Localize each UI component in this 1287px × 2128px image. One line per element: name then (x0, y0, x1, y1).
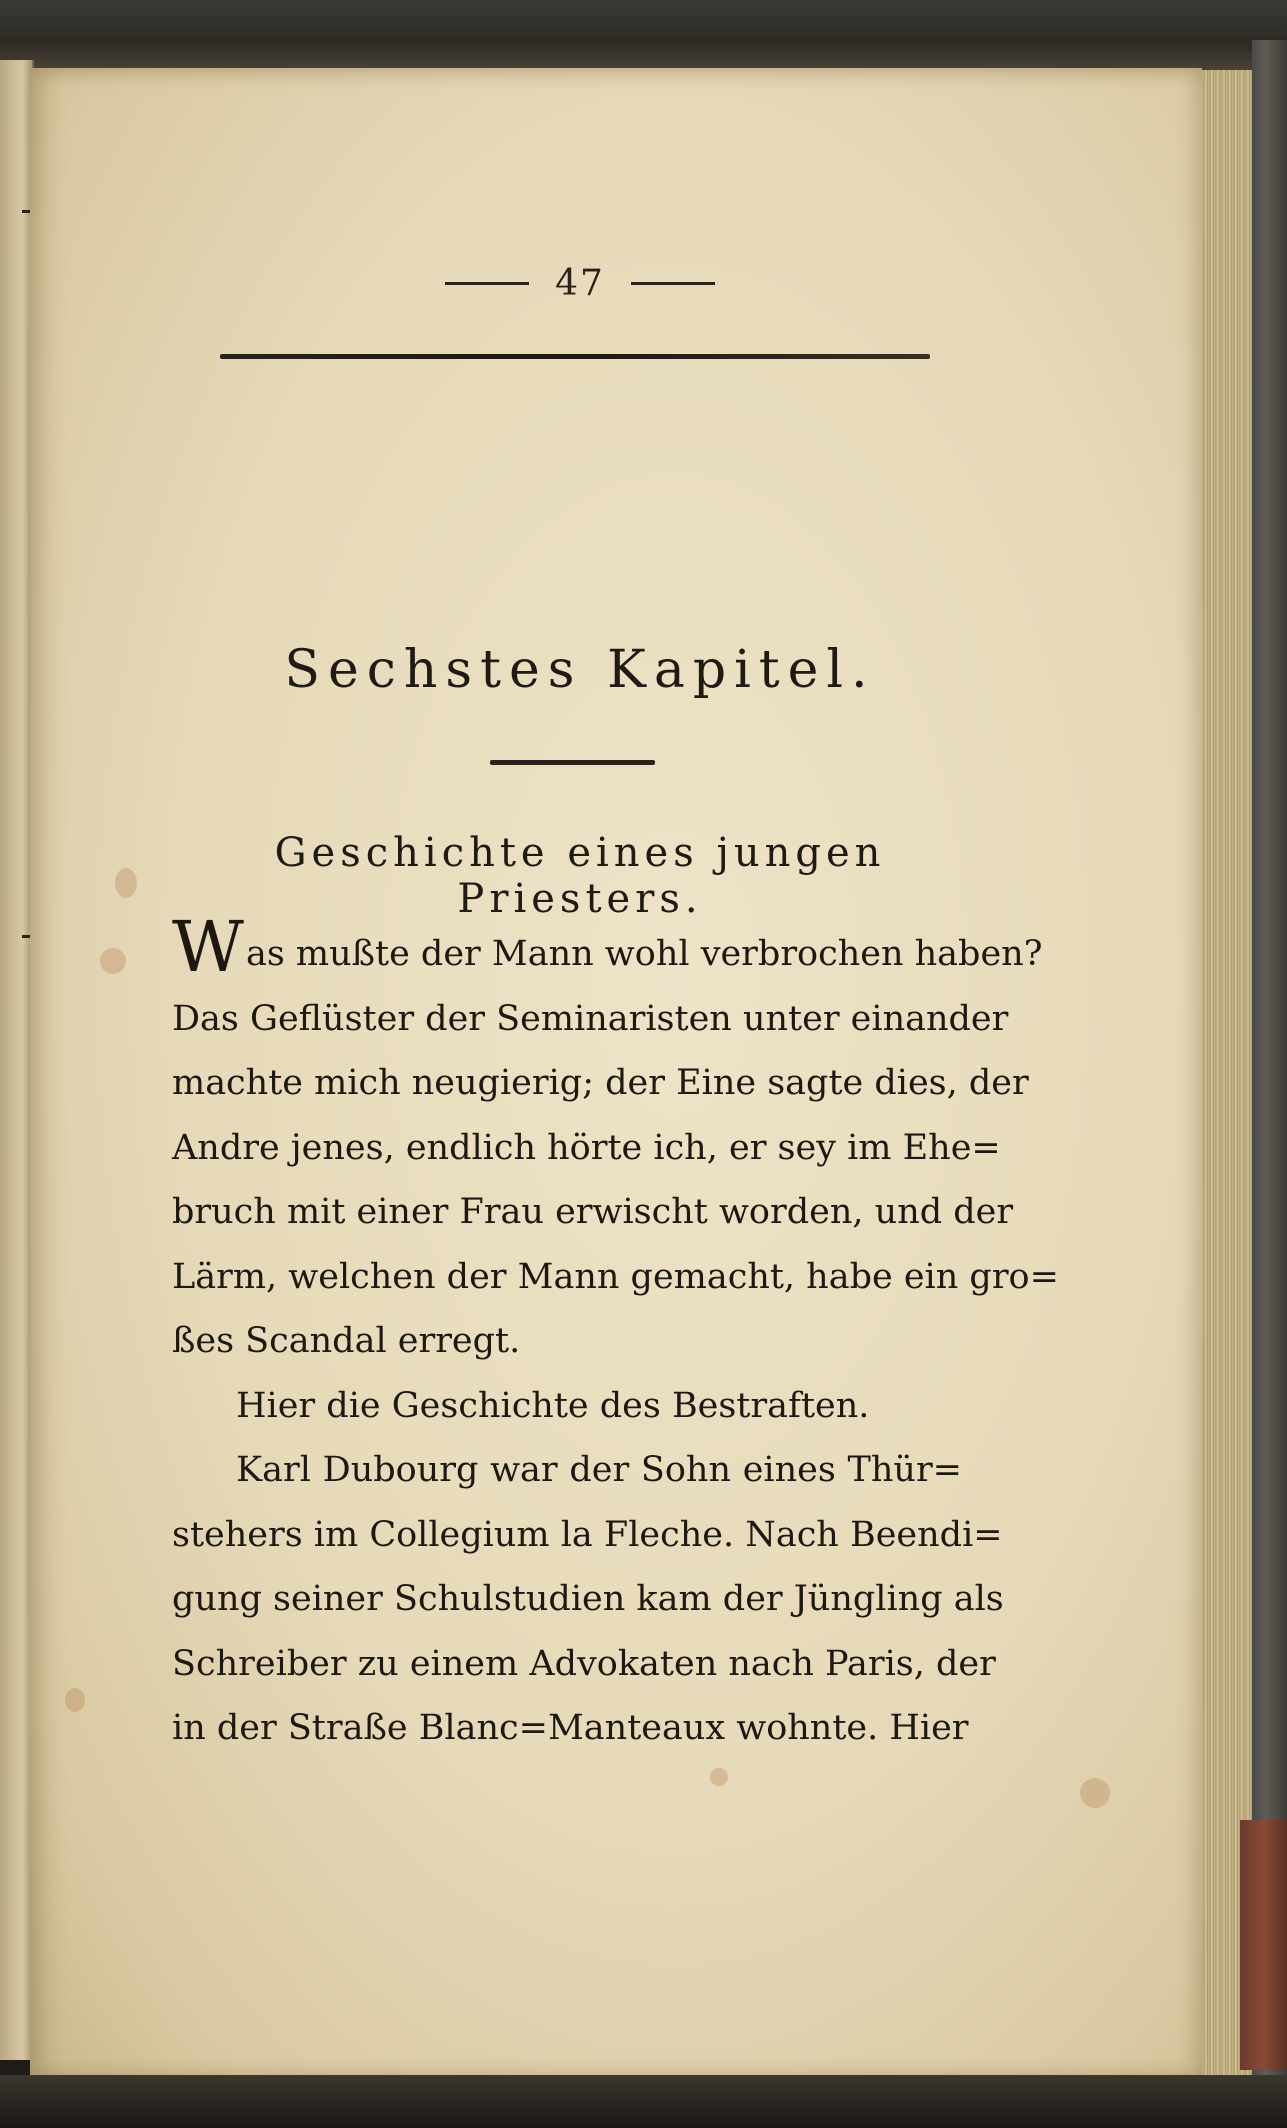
text-line: Schreiber zu einem Advokaten nach Paris, der (172, 1643, 996, 1684)
foxing-stain (115, 868, 137, 898)
book-bottom-edge (0, 2075, 1287, 2128)
header-dash (631, 282, 715, 285)
text-line-content: as mußte der Mann wohl verbrochen haben? (245, 934, 1043, 974)
chapter-subtitle: Geschichte eines jungen Priesters. (274, 830, 886, 922)
text-line: machte mich neugierig; der Eine sagte dies, der (172, 1063, 1029, 1103)
text-line (172, 906, 1043, 988)
text-line: bruch mit einer Frau erwischt worden, und der (172, 1192, 1014, 1232)
foxing-stain (100, 948, 126, 974)
book-top-edge (0, 0, 1287, 70)
drop-cap: W (172, 906, 244, 988)
text-line: Lärm, welchen der Mann gemacht, habe ein gro= (172, 1256, 1059, 1297)
header-dash (445, 282, 529, 285)
text-line: in der Straße Blanc=Manteaux wohnte. Hier (172, 1708, 969, 1748)
text-line: ßes Scandal erregt. (172, 1321, 521, 1361)
page-number: 47 (555, 262, 605, 304)
text-line: gung seiner Schulstudien kam der Jüngling als (172, 1579, 1004, 1619)
text-line: Das Geflüster der Seminaristen unter einander (172, 998, 1009, 1039)
text-line: Andre jenes, endlich hörte ich, er sey im Ehe= (172, 1127, 1001, 1168)
text-line: Hier die Geschichte des Bestraften. (236, 1385, 870, 1426)
book-cover-edge (1252, 40, 1287, 2100)
book-cover-corner (1240, 1820, 1287, 2070)
body-text (172, 906, 1059, 1761)
foxing-stain (65, 1688, 85, 1712)
chapter-title: Sechstes Kapitel. (284, 640, 876, 700)
page-header (430, 258, 730, 308)
foxing-stain (1080, 1778, 1110, 1808)
header-rule (220, 354, 930, 359)
foxing-stain (710, 1768, 728, 1786)
page-stack-edge (1200, 70, 1257, 2080)
text-line: Karl Dubourg war der Sohn eines Thür= (236, 1450, 962, 1490)
text-line: stehers im Collegium la Fleche. Nach Beendi= (172, 1514, 1003, 1555)
chapter-rule (490, 760, 655, 765)
facing-page-edge (0, 60, 34, 2060)
